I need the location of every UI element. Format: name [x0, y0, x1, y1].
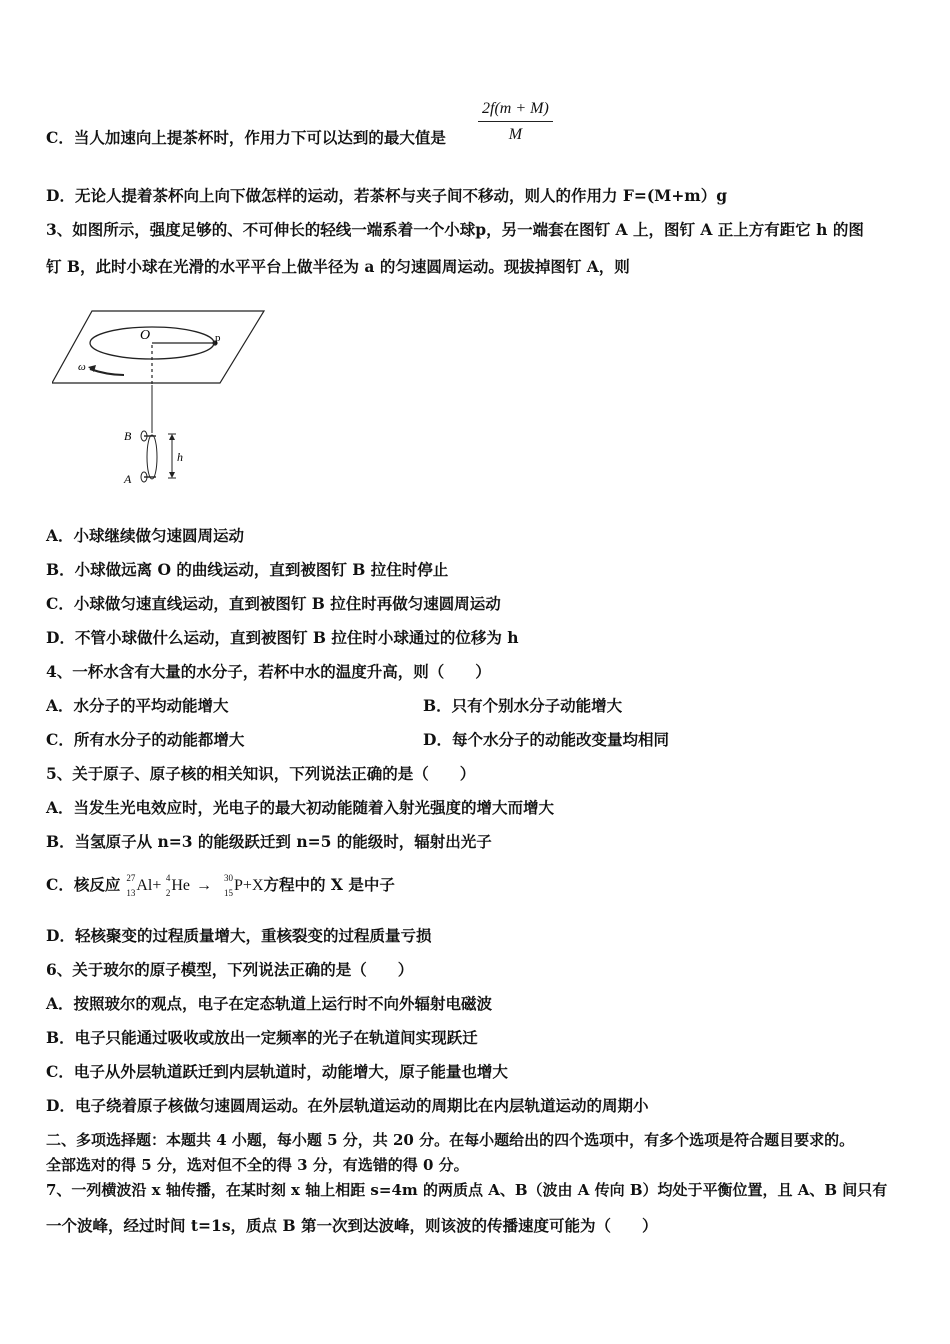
q6-option-b: B．电子只能通过吸收或放出一定频率的光子在轨道间实现跃迁	[46, 1028, 478, 1047]
section2-line1: 二、多项选择题：本题共 4 小题，每小题 5 分，共 20 分。在每小题给出的四个选项中，有多个选项是符合题目要求的。	[46, 1131, 855, 1149]
q4-option-a: A．水分子的平均动能增大	[46, 696, 229, 715]
rotation-arrow	[90, 369, 124, 375]
q5-option-c-prefix: C．核反应	[46, 875, 121, 894]
q6-option-d: D．电子绕着原子核做匀速圆周运动。在外层轨道运动的周期比在内层轨道运动的周期小	[46, 1096, 649, 1115]
q5-option-d: D．轻核聚变的过程质量增大，重核裂变的过程质量亏损	[46, 926, 432, 945]
q4-option-b: B．只有个别水分子动能增大	[423, 696, 623, 715]
q7-line2: 一个波峰，经过时间 t=1s，质点 B 第一次到达波峰，则该波的传播速度可能为（ ）	[46, 1216, 658, 1235]
q6-stem: 6、关于玻尔的原子模型，下列说法正确的是（ ）	[46, 960, 414, 979]
q4-option-c: C．所有水分子的动能都增大	[46, 730, 245, 749]
label-p: p	[215, 332, 221, 344]
label-a: A	[124, 472, 132, 486]
he-atomic-number: 2	[165, 888, 171, 898]
q3-figure	[52, 305, 267, 495]
q5-stem: 5、关于原子、原子核的相关知识，下列说法正确的是（ ）	[46, 764, 476, 783]
plus-sign: +	[152, 877, 162, 894]
label-omega: ω	[78, 361, 86, 373]
max-force-fraction	[478, 100, 553, 144]
q5-option-c-suffix: 方程中的 X 是中子	[263, 875, 395, 894]
q4-options-row2	[46, 730, 910, 750]
q3-option-c: C．小球做匀速直线运动，直到被图钉 B 拉住时再做匀速圆周运动	[46, 594, 501, 613]
label-b: B	[124, 429, 132, 443]
al-symbol: Al	[136, 877, 153, 894]
al-isotope	[120, 873, 136, 899]
label-o: O	[140, 328, 151, 343]
q5-option-a: A．当发生光电效应时，光电子的最大初动能随着入射光强度的增大而增大	[46, 798, 555, 817]
he-symbol: He	[171, 877, 191, 894]
label-h: h	[177, 450, 183, 464]
reaction-arrow: →	[196, 877, 213, 894]
string-loop	[147, 435, 157, 479]
h-arrow-up	[169, 434, 175, 440]
q3-stem-line2: 钉 B，此时小球在光滑的水平平台上做半径为 a 的匀速圆周运动。现拔掉图钉 A，则	[46, 257, 630, 276]
section2-line2: 全部选对的得 5 分，选对但不全的得 3 分，有选错的得 0 分。	[46, 1156, 469, 1174]
q3-option-d: D．不管小球做什么运动，直到被图钉 B 拉住时小球通过的位移为 h	[46, 628, 519, 647]
q2-option-d: D．无论人提着茶杯向上向下做怎样的运动，若茶杯与夹子间不移动，则人的作用力 F=(M+m）g	[46, 186, 728, 205]
q7-line1: 7、一列横波沿 x 轴传播，在某时刻 x 轴上相距 s=4m 的两质点 A、B（波由 A 传向 B）均处于平衡位置，且 A、B 间只有	[46, 1181, 888, 1199]
al-mass-number: 27	[126, 873, 136, 883]
he-isotope	[161, 873, 171, 899]
p-symbol: P+X	[234, 877, 264, 894]
al-atomic-number: 13	[126, 888, 136, 898]
fraction-denominator: M	[508, 126, 523, 143]
q5-option-b: B．当氢原子从 n=3 的能级跃迁到 n=5 的能级时，辐射出光子	[46, 832, 492, 851]
q6-option-c: C．电子从外层轨道跃迁到内层轨道时，动能增大，原子能量也增大	[46, 1062, 508, 1081]
q2-option-c-text: C．当人加速向上提茶杯时，作用力下可以达到的最大值是	[46, 128, 446, 147]
q4-stem: 4、一杯水含有大量的水分子，若杯中水的温度升高，则（ ）	[46, 662, 491, 681]
q4-options-row1	[46, 696, 910, 716]
he-mass-number: 4	[165, 873, 171, 883]
q3-option-a: A．小球继续做匀速圆周运动	[46, 526, 245, 545]
p-atomic-number: 15	[224, 888, 234, 898]
q4-option-d: D．每个水分子的动能改变量均相同	[423, 730, 669, 749]
fraction-numerator: 2f(m + M)	[478, 100, 553, 122]
h-arrow-down	[169, 472, 175, 478]
p-isotope	[218, 873, 234, 899]
q3-stem-line1: 3、如图所示，强度足够的、不可伸长的轻线一端系着一个小球p，另一端套在图钉 A 上，图钉 A 正上方有距它 h 的图	[46, 220, 864, 239]
p-mass-number: 30	[224, 873, 234, 883]
q5-option-c	[46, 870, 910, 901]
q6-option-a: A．按照玻尔的观点，电子在定态轨道上运行时不向外辐射电磁波	[46, 994, 493, 1013]
q3-option-b: B．小球做远离 O 的曲线运动，直到被图钉 B 拉住时停止	[46, 560, 449, 579]
